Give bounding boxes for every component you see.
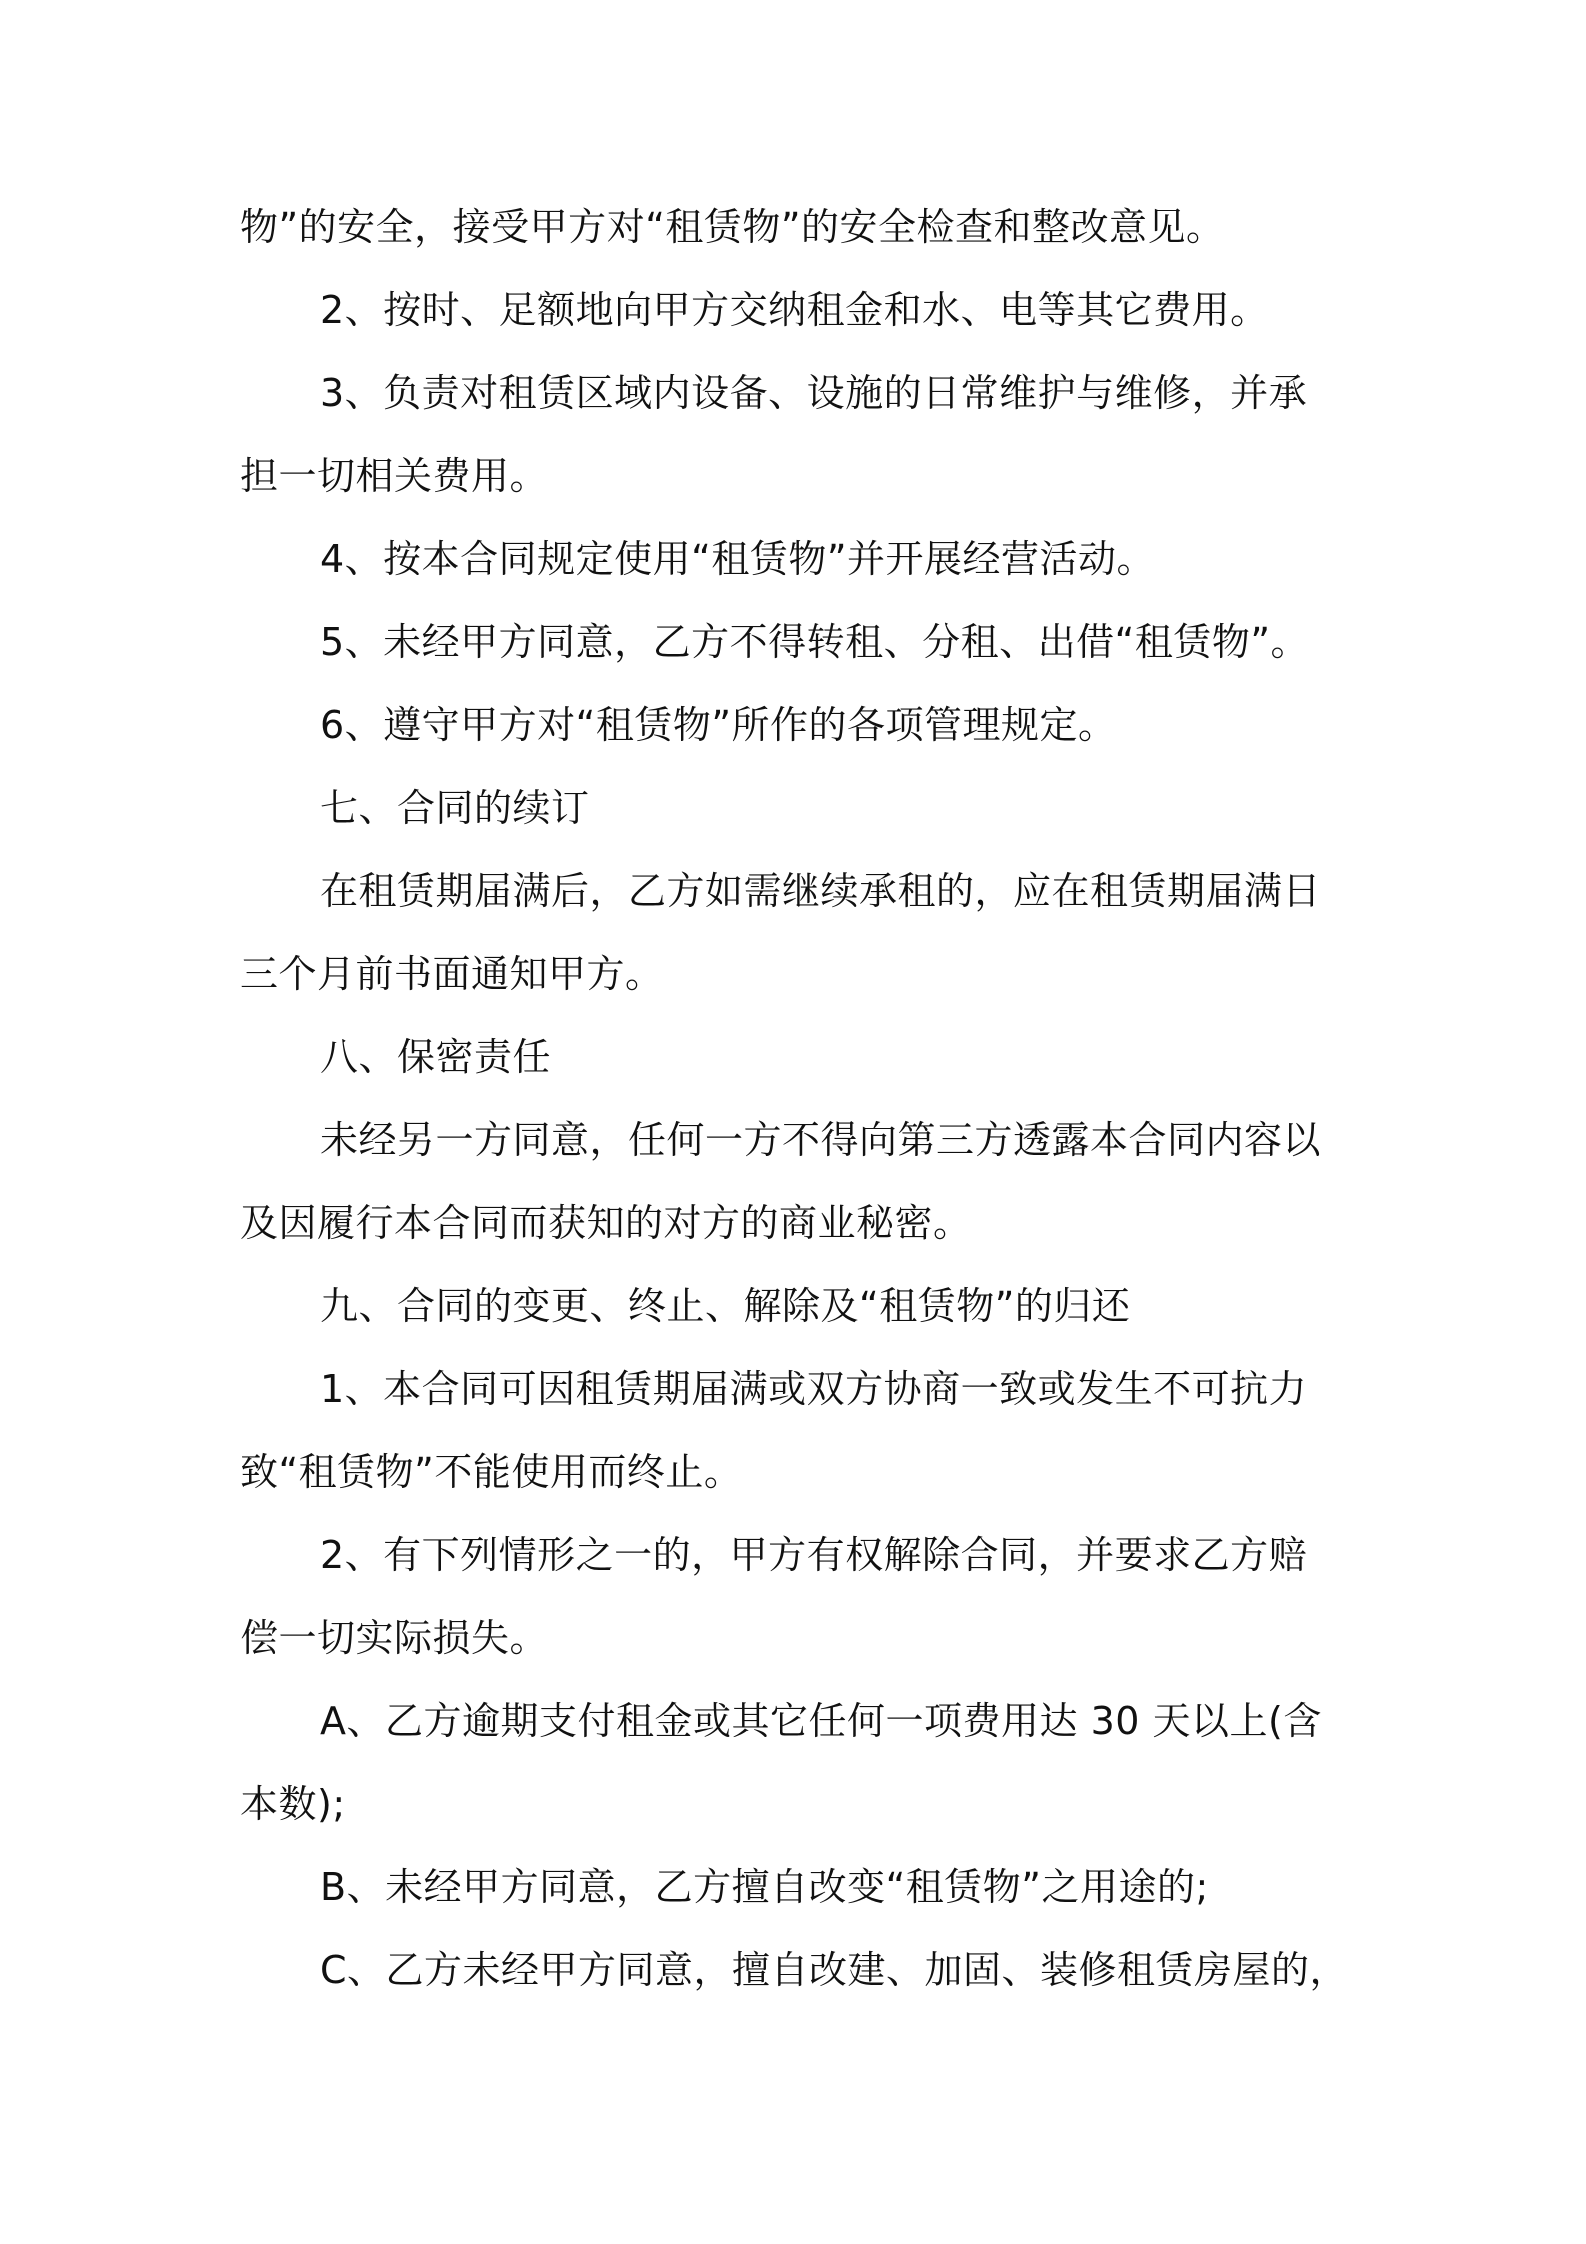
paragraph-line: 在租赁期届满后，乙方如需继续承租的，应在租赁期届满日 <box>320 869 1322 913</box>
paragraph-line: 三个月前书面通知甲方。 <box>240 952 664 996</box>
paragraph-line: 1、本合同可因租赁期届满或双方协商一致或发生不可抗力 <box>320 1367 1308 1411</box>
paragraph-line: 3、负责对租赁区域内设备、设施的日常维护与维修，并承 <box>320 371 1308 415</box>
paragraph-line: 未经另一方同意，任何一方不得向第三方透露本合同内容以 <box>320 1118 1322 1162</box>
paragraph-line: 及因履行本合同而获知的对方的商业秘密。 <box>240 1201 972 1245</box>
section-heading: 八、保密责任 <box>320 1035 552 1079</box>
paragraph-line: 本数); <box>240 1782 346 1826</box>
paragraph-line: 2、有下列情形之一的，甲方有权解除合同，并要求乙方赔 <box>320 1533 1308 1577</box>
section-heading: 九、合同的变更、终止、解除及“租赁物”的归还 <box>320 1284 1131 1328</box>
paragraph-line: 物”的安全，接受甲方对“租赁物”的安全检查和整改意见。 <box>240 205 1225 249</box>
section-heading: 七、合同的续订 <box>320 786 590 830</box>
paragraph-line: B、未经甲方同意，乙方擅自改变“租赁物”之用途的; <box>320 1865 1209 1909</box>
paragraph-line: 担一切相关费用。 <box>240 454 549 498</box>
paragraph-line: 致“租赁物”不能使用而终止。 <box>240 1450 743 1494</box>
paragraph-line: 2、按时、足额地向甲方交纳租金和水、电等其它费用。 <box>320 288 1269 332</box>
paragraph-line: 4、按本合同规定使用“租赁物”并开展经营活动。 <box>320 537 1156 581</box>
paragraph-line: A、乙方逾期支付租金或其它任何一项费用达 30 天以上(含 <box>320 1699 1322 1743</box>
paragraph-line: 偿一切实际损失。 <box>240 1616 549 1660</box>
paragraph-line: C、乙方未经甲方同意，擅自改建、加固、装修租赁房屋的， <box>320 1948 1349 1992</box>
paragraph-line: 6、遵守甲方对“租赁物”所作的各项管理规定。 <box>320 703 1117 747</box>
paragraph-line: 5、未经甲方同意，乙方不得转租、分租、出借“租赁物”。 <box>320 620 1310 664</box>
